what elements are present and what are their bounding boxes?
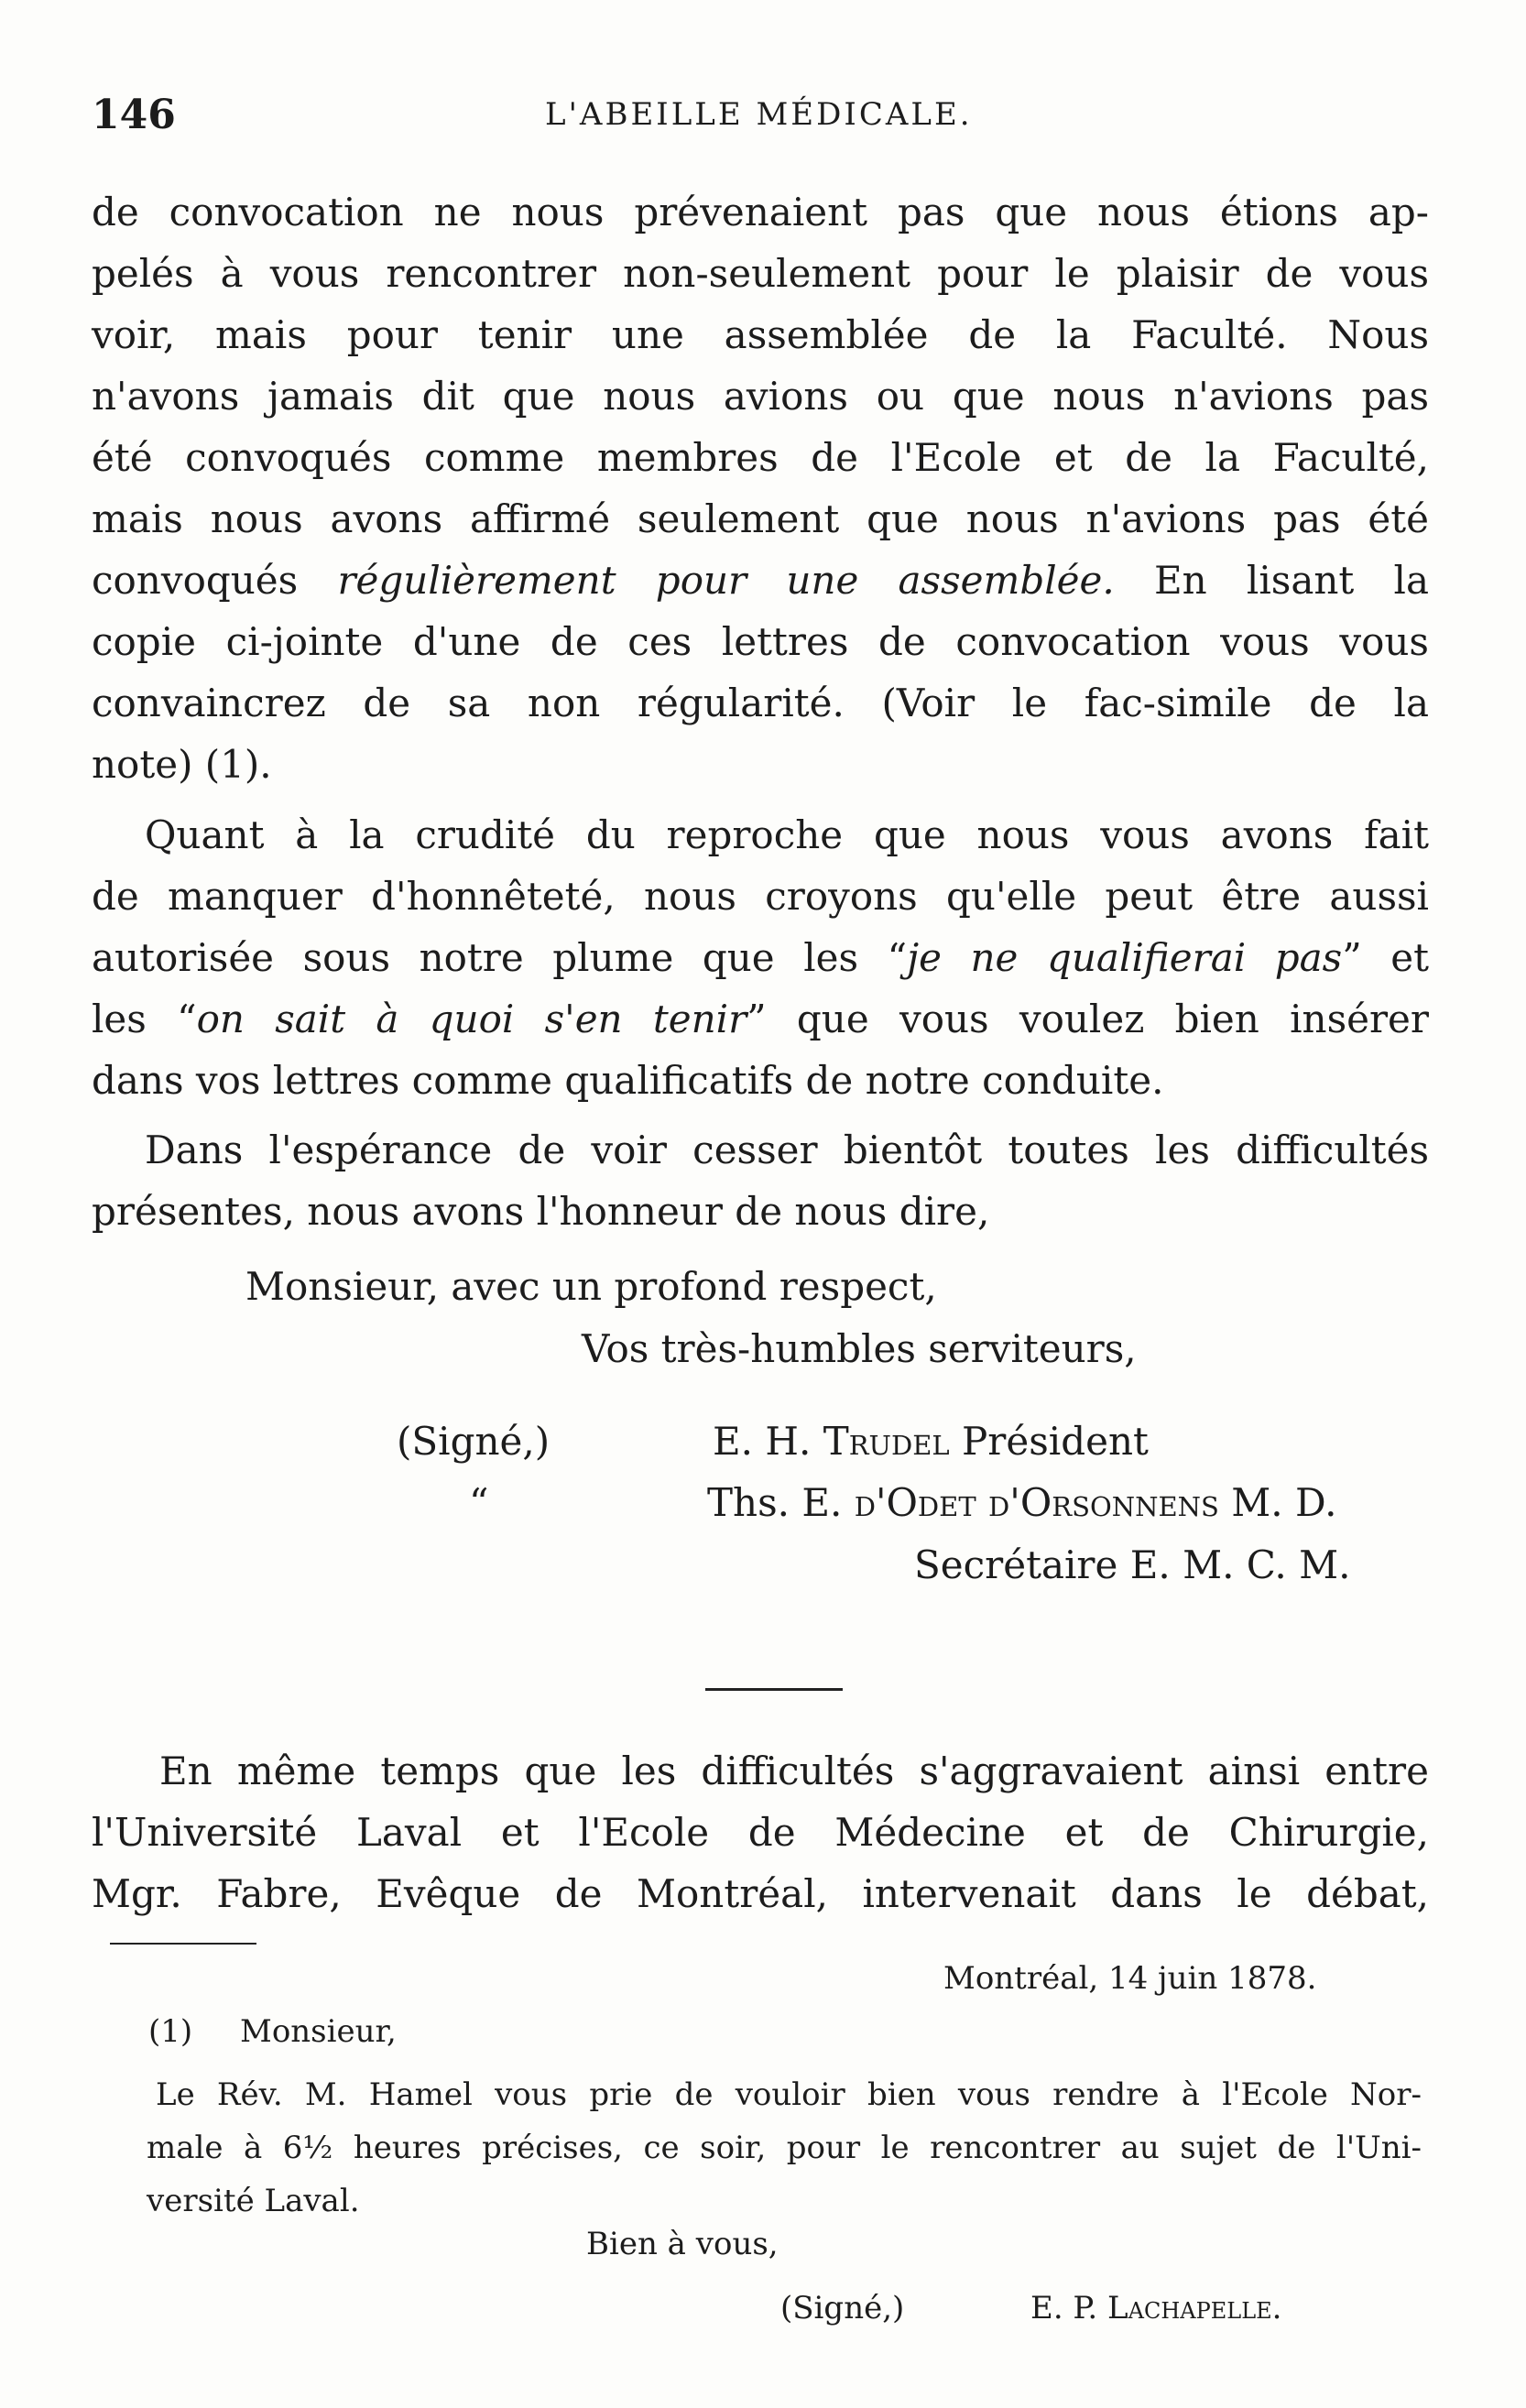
paragraph-3 — [92, 1119, 1429, 1242]
footnote-signer — [1030, 2290, 1281, 2326]
emphasis-text: on sait à quoi s'en tenir — [196, 997, 747, 1041]
salutation: Monsieur, avec un profond respect, — [245, 1264, 937, 1309]
paragraph-2 — [92, 804, 1429, 1111]
signer-2-initials: Ths. E. — [707, 1480, 843, 1525]
footnote-rule — [110, 1943, 256, 1945]
text-line: dans vos lettres comme qualificatifs de notre conduite. — [92, 1058, 1164, 1103]
footnote-signer-initials: E. P. — [1030, 2290, 1098, 2326]
text-line — [92, 988, 1429, 1050]
text-run: les “ — [92, 997, 197, 1041]
paragraph-4 — [92, 1740, 1429, 1924]
signer-1-initials: E. H. — [713, 1419, 812, 1464]
text-line: Le Rév. M. Hamel vous prie de vouloir bien vous rendre à l'Ecole Nor- — [156, 2076, 1422, 2113]
text-run: autorisée sous notre plume que les “ — [92, 935, 908, 980]
text-run: ” que vous voulez bien insérer — [747, 997, 1429, 1041]
text-run: ” et — [1342, 935, 1429, 980]
text-line: En même temps que les difficultés s'aggravaient ainsi entre — [159, 1749, 1429, 1793]
text-run: convoqués — [92, 558, 338, 603]
footnote-signer-name: Lachapelle. — [1107, 2290, 1282, 2326]
footnote-body — [147, 2068, 1422, 2228]
paragraph-1 — [92, 181, 1429, 795]
text-line — [92, 550, 1429, 611]
signer-1-title: Président — [962, 1419, 1149, 1464]
text-line — [92, 927, 1429, 988]
emphasis-text: je ne qualifierai pas — [907, 935, 1343, 980]
signer-2 — [707, 1480, 1337, 1525]
text-line: note) (1). — [92, 742, 272, 787]
signer-1 — [713, 1419, 1149, 1464]
text-line: convaincrez de sa non régularité. (Voir le fac-simile de la — [92, 681, 1429, 725]
text-line: mais nous avons affirmé seulement que nous n'avions pas été — [92, 496, 1429, 541]
text-line: copie ci-jointe d'une de ces lettres de convocation vous vous — [92, 619, 1429, 664]
footnote-marker: (1) — [148, 2013, 193, 2050]
page-number: 146 — [92, 92, 176, 138]
text-line: Mgr. Fabre, Evêque de Montréal, intervenait dans le débat, — [92, 1871, 1429, 1916]
text-line: présentes, nous avons l'honneur de nous dire, — [92, 1189, 990, 1234]
footnote-closing: Bien à vous, — [586, 2226, 779, 2262]
text-line: l'Université Laval et l'Ecole de Médecine et de Chirurgie, — [92, 1810, 1429, 1855]
text-line: n'avons jamais dit que nous avions ou que nous n'avions pas — [92, 374, 1429, 419]
signer-2-suffix: M. D. — [1231, 1480, 1337, 1525]
text-line: pelés à vous rencontrer non-seulement pour le plaisir de vous — [92, 251, 1429, 296]
footnote-signed-label: (Signé,) — [780, 2290, 905, 2326]
ditto-mark: “ — [469, 1480, 489, 1525]
text-line: de manquer d'honnêteté, nous croyons qu'elle peut être aussi — [92, 874, 1429, 919]
text-line: été convoqués comme membres de l'Ecole et de la Faculté, — [92, 435, 1429, 480]
text-line: Quant à la crudité du reproche que nous vous avons fait — [145, 812, 1429, 857]
valediction: Vos très-humbles serviteurs, — [582, 1326, 1137, 1371]
footnote-dateline: Montréal, 14 juin 1878. — [943, 1960, 1317, 1997]
running-title: L'ABEILLE MÉDICALE. — [545, 96, 973, 133]
section-divider — [705, 1688, 843, 1691]
text-line: de convocation ne nous prévenaient pas que nous étions ap- — [92, 190, 1429, 234]
signer-1-name: Trudel — [823, 1419, 950, 1464]
text-line: Dans l'espérance de voir cesser bientôt toutes les difficultés — [145, 1128, 1429, 1172]
emphasis-text: régulièrement pour une assemblée. — [337, 558, 1115, 603]
signed-label: (Signé,) — [397, 1419, 550, 1464]
footnote-salutation: Monsieur, — [240, 2013, 397, 2050]
signer-2-title: Secrétaire E. M. C. M. — [914, 1542, 1351, 1587]
text-run: En lisant la — [1114, 558, 1429, 603]
text-line: versité Laval. — [147, 2183, 360, 2219]
text-line: voir, mais pour tenir une assemblée de la Faculté. Nous — [92, 312, 1429, 357]
signer-2-name: d'Odet d'Orsonnens — [854, 1480, 1219, 1525]
text-line: male à 6½ heures précises, ce soir, pour le rencontrer au sujet de l'Uni- — [147, 2130, 1422, 2166]
